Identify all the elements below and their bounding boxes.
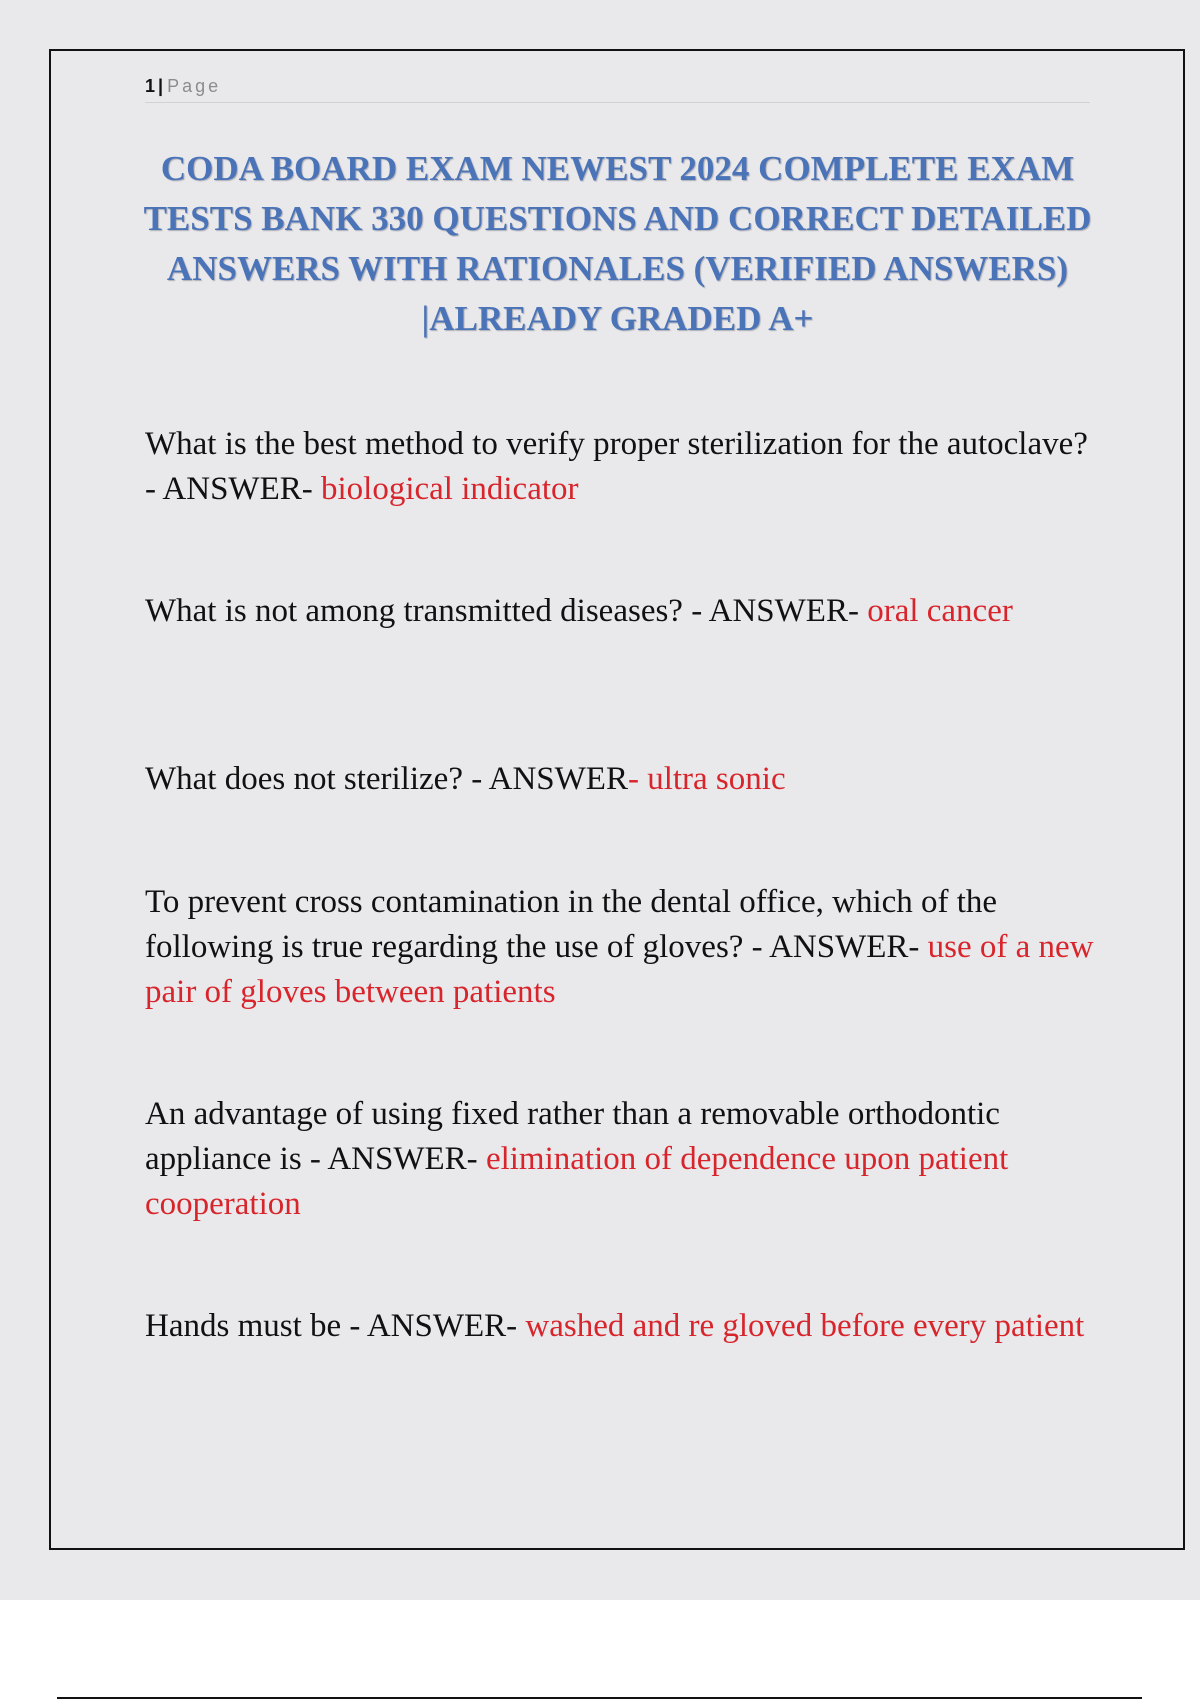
document-title: CODA BOARD EXAM NEWEST 2024 COMPLETE EXAM TESTS BANK 330 QUESTIONS AND CORRECT DETAILED ANSWERS WITH RATIONALES (VERIFIED ANSWERS) |ALREADY GRADED A+	[143, 149, 1092, 338]
answer-text: use of a new pair of gloves between patients	[145, 929, 1094, 1010]
question-text: To prevent cross contamination in the dental office, which of the following is true regarding the use of gloves? - ANSWER-	[145, 884, 998, 965]
question-text: What is not among transmitted diseases? - ANSWER-	[145, 593, 868, 629]
qa-item	[145, 422, 1095, 512]
qa-item	[145, 589, 1095, 634]
question-text: An advantage of using fixed rather than a removable orthodontic appliance is - ANSWER-	[145, 1096, 1000, 1177]
qa-item	[145, 1304, 1095, 1349]
answer-text: - ultra sonic	[627, 761, 786, 797]
page-number: 1	[145, 76, 156, 96]
footer-rule	[57, 1697, 1142, 1699]
answer-text: washed and re gloved before every patient	[525, 1308, 1085, 1344]
answer-text: elimination of dependence upon patient cooperation	[145, 1141, 1009, 1222]
page-header	[145, 74, 1090, 103]
qa-item	[145, 880, 1095, 1015]
question-text: What does not sterilize? - ANSWER	[145, 761, 628, 797]
qa-item	[145, 1092, 1095, 1227]
page-label: Page	[167, 76, 222, 96]
answer-text: oral cancer	[867, 593, 1013, 629]
question-text: Hands must be - ANSWER-	[145, 1308, 526, 1344]
question-text: What is the best method to verify proper sterilization for the autoclave? - ANSWER-	[145, 426, 1088, 507]
page-separator: |	[158, 76, 164, 96]
qa-item	[145, 757, 1095, 802]
answer-text: biological indicator	[321, 471, 579, 507]
